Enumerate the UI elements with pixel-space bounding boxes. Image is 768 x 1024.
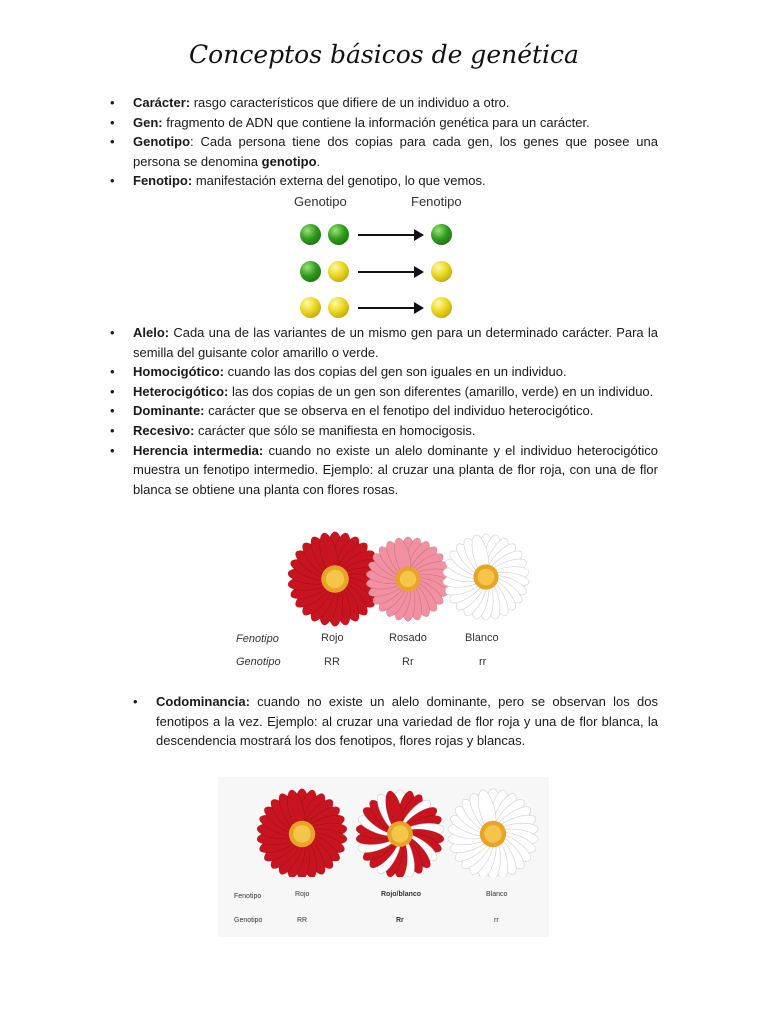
genotype-ball-yellow bbox=[328, 261, 349, 282]
term: Fenotipo: bbox=[133, 173, 193, 189]
genotype-ball-green bbox=[328, 224, 349, 245]
row-label-fenotipo: Fenotipo bbox=[234, 893, 262, 900]
arrow-icon bbox=[358, 234, 422, 236]
flowers-illustration bbox=[218, 777, 549, 877]
flowers-illustration bbox=[222, 530, 548, 630]
row-label-genotipo: Genotipo bbox=[234, 917, 263, 924]
flower-center-inner bbox=[484, 825, 502, 843]
term: Genotipo bbox=[133, 134, 191, 150]
header-fenotipo: Fenotipo bbox=[411, 194, 462, 209]
phenotype-ball-yellow bbox=[431, 261, 452, 282]
list-item-homocigotico bbox=[110, 362, 658, 382]
list-item-recesivo bbox=[110, 421, 658, 441]
term: Heterocigótico: bbox=[133, 383, 229, 399]
row-label-fenotipo: Fenotipo bbox=[236, 633, 279, 645]
genotipo-rr-recessive: rr bbox=[479, 656, 487, 668]
definition: cuando las dos copias del gen son iguales en un individuo. bbox=[224, 364, 567, 380]
flower-rojo-blanco bbox=[355, 789, 445, 877]
definition: manifestación externa del genotipo, lo que vemos. bbox=[192, 173, 486, 189]
fenotipo-rojo: Rojo bbox=[295, 891, 310, 898]
header-genotipo: Genotipo bbox=[294, 194, 347, 209]
phenotype-ball-yellow bbox=[431, 297, 452, 318]
term: Homocigótico: bbox=[133, 364, 224, 380]
list-item-gen bbox=[110, 113, 658, 133]
definition: carácter que se observa en el fenotipo del individuo heterocigótico. bbox=[204, 403, 594, 419]
fenotipo-rojo: Rojo bbox=[321, 632, 344, 644]
genotipo-rr-hetero: Rr bbox=[396, 917, 404, 924]
definition: cuando no existe un alelo dominante y el individuo heterocigótico muestra un fenotipo intermedio. Ejemplo: al cruzar una planta de flor roja, con una de flor blanca se obtiene una planta con flores rosas. bbox=[133, 442, 658, 497]
definition: carácter que sólo se manifiesta en homocigosis. bbox=[194, 422, 476, 438]
arrow-icon bbox=[358, 307, 422, 309]
genotipo-rr-dominant: RR bbox=[297, 917, 308, 924]
phenotype-ball-green bbox=[431, 224, 452, 245]
row-label-genotipo: Genotipo bbox=[236, 656, 281, 668]
definition: : Cada persona tiene dos copias para cada gen, los genes que posee una persona se denomina bbox=[133, 134, 658, 169]
definition: Cada una de las variantes de un mismo gen para un determinado carácter. Para la semilla del guisante color amarillo o verde. bbox=[133, 325, 658, 360]
flower-center-inner bbox=[293, 825, 311, 843]
term: Dominante: bbox=[133, 403, 205, 419]
genotipo-rr-dominant: RR bbox=[324, 656, 340, 668]
definition: cuando no existe un alelo dominante, pero se observan los dos fenotipos a la vez. Ejemplo: al cruzar una variedad de flor roja y una de flor blanca, la descendencia mostrará los dos fenotipos, flores rojas y blancas. bbox=[156, 694, 658, 749]
definitions-list-3 bbox=[133, 692, 658, 751]
genotype-ball-green bbox=[300, 261, 321, 282]
flower-blanco bbox=[442, 533, 530, 620]
fenotipo-rojo-blanco: Rojo/blanco bbox=[381, 891, 422, 898]
definition-end: . bbox=[316, 153, 321, 169]
flower-rojo bbox=[256, 788, 348, 877]
page-title: Conceptos básicos de genética bbox=[189, 40, 579, 69]
intermediate-inheritance-figure bbox=[222, 530, 548, 675]
term: Recesivo: bbox=[133, 422, 195, 438]
list-item-dominante bbox=[110, 401, 658, 421]
term: Gen: bbox=[133, 114, 163, 130]
codominance-figure bbox=[218, 777, 549, 937]
list-item-alelo bbox=[110, 323, 658, 362]
flower-center-inner bbox=[400, 571, 416, 587]
term: Herencia intermedia: bbox=[133, 442, 264, 458]
genotype-ball-yellow bbox=[300, 297, 321, 318]
list-item-herencia-intermedia bbox=[110, 441, 658, 500]
fenotipo-blanco: Blanco bbox=[486, 891, 508, 898]
flower-rosado bbox=[365, 536, 451, 621]
arrow-icon bbox=[358, 271, 422, 273]
genotype-phenotype-figure bbox=[285, 194, 475, 322]
term: Alelo: bbox=[133, 325, 170, 340]
genotype-ball-yellow bbox=[328, 297, 349, 318]
list-item-genotipo bbox=[110, 132, 658, 171]
genotipo-rr-recessive: rr bbox=[494, 917, 499, 924]
flower-blanco bbox=[447, 788, 539, 877]
genotipo-rr-hetero: Rr bbox=[402, 656, 414, 668]
list-item-codominancia bbox=[133, 692, 658, 751]
definitions-list-2 bbox=[110, 323, 658, 499]
term-emphasis: genotipo bbox=[261, 153, 317, 169]
term: Codominancia: bbox=[156, 694, 250, 709]
definition: fragmento de ADN que contiene la información genética para un carácter. bbox=[162, 114, 590, 130]
term: Carácter: bbox=[133, 95, 191, 110]
list-item-heterocigotico bbox=[110, 382, 658, 402]
definition: rasgo característicos que difiere de un individuo a otro. bbox=[190, 95, 510, 110]
genotype-ball-green bbox=[300, 224, 321, 245]
list-item-fenotipo bbox=[110, 171, 658, 191]
list-item-caracter bbox=[110, 93, 658, 113]
definitions-list-1 bbox=[110, 93, 658, 191]
flower-center-inner bbox=[326, 570, 344, 588]
flower-center-inner bbox=[478, 569, 495, 586]
flower-center-inner bbox=[391, 825, 408, 842]
flower-rojo bbox=[287, 531, 383, 627]
fenotipo-blanco: Blanco bbox=[465, 632, 499, 644]
definition: las dos copias de un gen son diferentes (amarillo, verde) en un individuo. bbox=[228, 383, 654, 399]
fenotipo-rosado: Rosado bbox=[389, 632, 427, 644]
